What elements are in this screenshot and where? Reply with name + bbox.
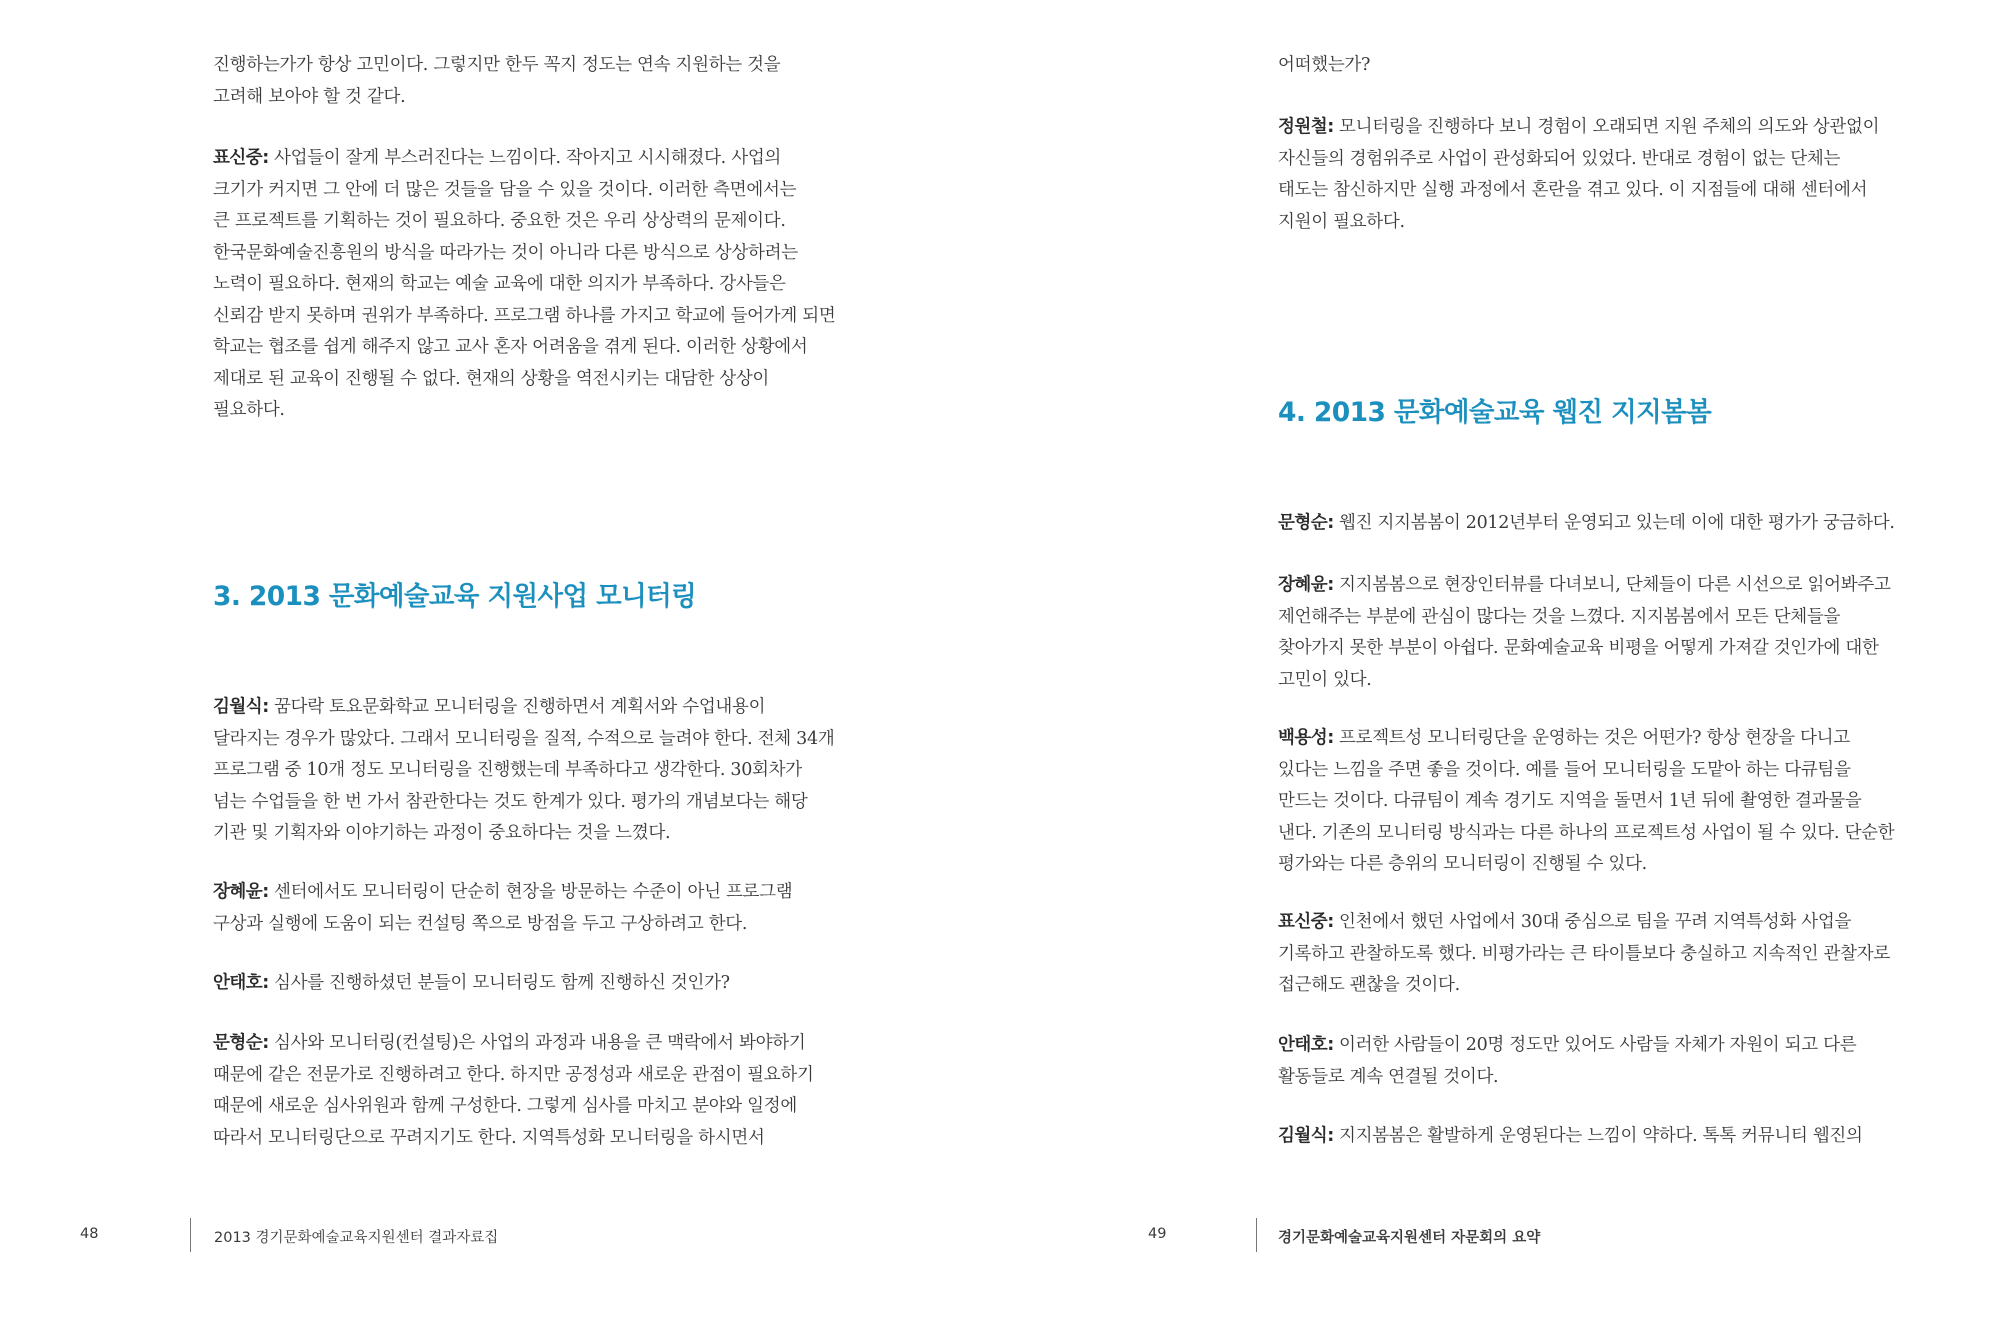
section-heading: 4. 2013 문화예술교육 웹진 지지봄봄: [1278, 397, 1712, 428]
paragraph: [1278, 112, 1938, 238]
paragraph-text: 어떠했는가?: [1278, 55, 1371, 75]
speaker-name: 정원철:: [1278, 117, 1334, 137]
speaker-name: 장혜윤:: [1278, 575, 1334, 595]
paragraph-text: 모니터링을 진행하다 보니 경험이 오래되면 지원 주체의 의도와 상관없이 자신들의 경험위주로 사업이 관성화되어 있었다. 반대로 경험이 없는 단체는 태도는 참신하지만 실행 과정에서 혼란을 겪고 있다. 이 지점들에 대해 센터에서 지원이 필요하다.: [1278, 117, 1880, 232]
speaker-name: 김월식:: [213, 697, 269, 717]
paragraph-text: 지지봄봄으로 현장인터뷰를 다녀보니, 단체들이 다른 시선으로 읽어봐주고 제언해주는 부분에 관심이 많다는 것을 느꼈다. 지지봄봄에서 모든 단체들을 찾아가지 못한 부분이 아쉽다. 문화예술교육 비평을 어떻게 가져갈 것인가에 대한 고민이 있다.: [1278, 575, 1891, 690]
paragraph: [1278, 1121, 1938, 1153]
paragraph-text: 사업들이 잘게 부스러진다는 느낌이다. 작아지고 시시해졌다. 사업의 크기가 커지면 그 안에 더 많은 것들을 담을 수 있을 것이다. 이러한 측면에서는 큰 프로젝트를 기획하는 것이 필요하다. 중요한 것은 우리 상상력의 문제이다. 한국문화예술진흥원의 방식을 따라가는 것이 아니라 다른 방식으로 상상하려는 노력이 필요하다. 현재의 학교는 예술 교육에 대한 의지가 부족하다. 강사들은 신뢰감 받지 못하며 권위가 부족하다. 프로그램 하나를 가지고 학교에 들어가게 되면 학교는 협조를 쉽게 해주지 않고 교사 혼자 어려움을 겪게 된다. 이러한 상황에서 제대로 된 교육이 진행될 수 없다. 현재의 상황을 역전시키는 대담한 상상이 필요하다.: [213, 148, 836, 420]
paragraph-text: 이러한 사람들이 20명 정도만 있어도 사람들 자체가 자원이 되고 다른 활동들로 계속 연결될 것이다.: [1278, 1035, 1857, 1087]
paragraph-text: 지지봄봄은 활발하게 운영된다는 느낌이 약하다. 톡톡 커뮤니티 웹진의: [1338, 1126, 1863, 1146]
speaker-name: 문형순:: [213, 1033, 269, 1053]
running-title: 경기문화예술교육지원센터 자문회의 요약: [1278, 1230, 1541, 1246]
paragraph-text: 심사와 모니터링(컨설팅)은 사업의 과정과 내용을 큰 맥락에서 봐야하기 때문에 같은 전문가로 진행하려고 한다. 하지만 공정성과 새로운 관점이 필요하기 때문에 새로운 심사위원과 함께 구성한다. 그렇게 심사를 마치고 분야와 일정에 따라서 모니터링단으로 꾸려지기도 한다. 지역특성화 모니터링을 하시면서: [213, 1033, 814, 1148]
speaker-name: 장혜윤:: [213, 882, 269, 902]
speaker-name: 백용성:: [1278, 728, 1334, 748]
paragraph: [1278, 907, 1938, 1002]
paragraph: [213, 50, 873, 113]
speaker-name: 문형순:: [1278, 513, 1334, 533]
speaker-name: 표신중:: [213, 148, 269, 168]
right-page: [1000, 0, 2000, 1333]
paragraph-text: 꿈다락 토요문화학교 모니터링을 진행하면서 계획서와 수업내용이 달라지는 경우가 많았다. 그래서 모니터링을 질적, 수적으로 늘려야 한다. 전체 34개 프로그램 중 10개 정도 모니터링을 진행했는데 부족하다고 생각한다. 30회차가 넘는 수업들을 한 번 가서 참관한다는 것도 한계가 있다. 평가의 개념보다는 해당 기관 및 기획자와 이야기하는 과정이 중요하다는 것을 느꼈다.: [213, 697, 835, 843]
paragraph: [1278, 50, 1938, 82]
footer-divider: [190, 1218, 191, 1252]
footer-divider: [1256, 1218, 1257, 1252]
speaker-name: 안태호:: [1278, 1035, 1334, 1055]
paragraph-text: 진행하는가가 항상 고민이다. 그렇지만 한두 꼭지 정도는 연속 지원하는 것을 고려해 보아야 할 것 같다.: [213, 55, 781, 107]
paragraph-text: 웹진 지지봄봄이 2012년부터 운영되고 있는데 이에 대한 평가가 궁금하다.: [1338, 513, 1895, 533]
page-number: 48: [80, 1226, 99, 1242]
footer: [80, 1218, 780, 1254]
paragraph-text: 센터에서도 모니터링이 단순히 현장을 방문하는 수준이 아닌 프로그램 구상과 실행에 도움이 되는 컨설팅 쪽으로 방점을 두고 구상하려고 한다.: [213, 882, 793, 934]
paragraph: [1278, 570, 1938, 696]
paragraph-text: 인천에서 했던 사업에서 30대 중심으로 팀을 꾸려 지역특성화 사업을 기록하고 관찰하도록 했다. 비평가라는 큰 타이틀보다 충실하고 지속적인 관찰자로 접근해도 괜찮을 것이다.: [1278, 912, 1890, 995]
paragraph: [213, 968, 873, 1000]
section-heading: 3. 2013 문화예술교육 지원사업 모니터링: [213, 581, 697, 612]
paragraph: [1278, 508, 1938, 540]
paragraph: [213, 692, 873, 850]
paragraph: [1278, 1030, 1938, 1093]
speaker-name: 김월식:: [1278, 1126, 1334, 1146]
paragraph: [213, 143, 873, 427]
running-title: 2013 경기문화예술교육지원센터 결과자료집: [214, 1230, 499, 1246]
paragraph-text: 심사를 진행하셨던 분들이 모니터링도 함께 진행하신 것인가?: [273, 973, 730, 993]
paragraph-text: 프로젝트성 모니터링단을 운영하는 것은 어떤가? 항상 현장을 다니고 있다는 느낌을 주면 좋을 것이다. 예를 들어 모니터링을 도맡아 하는 다큐팀을 만드는 것이다. 다큐팀이 계속 경기도 지역을 돌면서 1년 뒤에 촬영한 결과물을 낸다. 기존의 모니터링 방식과는 다른 하나의 프로젝트성 사업이 될 수 있다. 단순한 평가와는 다른 층위의 모니터링이 진행될 수 있다.: [1278, 728, 1895, 874]
paragraph: [213, 1028, 873, 1154]
paragraph: [1278, 723, 1938, 881]
footer: [1148, 1218, 1848, 1254]
speaker-name: 안태호:: [213, 973, 269, 993]
paragraph: [213, 877, 873, 940]
page-number: 49: [1148, 1226, 1167, 1242]
speaker-name: 표신중:: [1278, 912, 1334, 932]
